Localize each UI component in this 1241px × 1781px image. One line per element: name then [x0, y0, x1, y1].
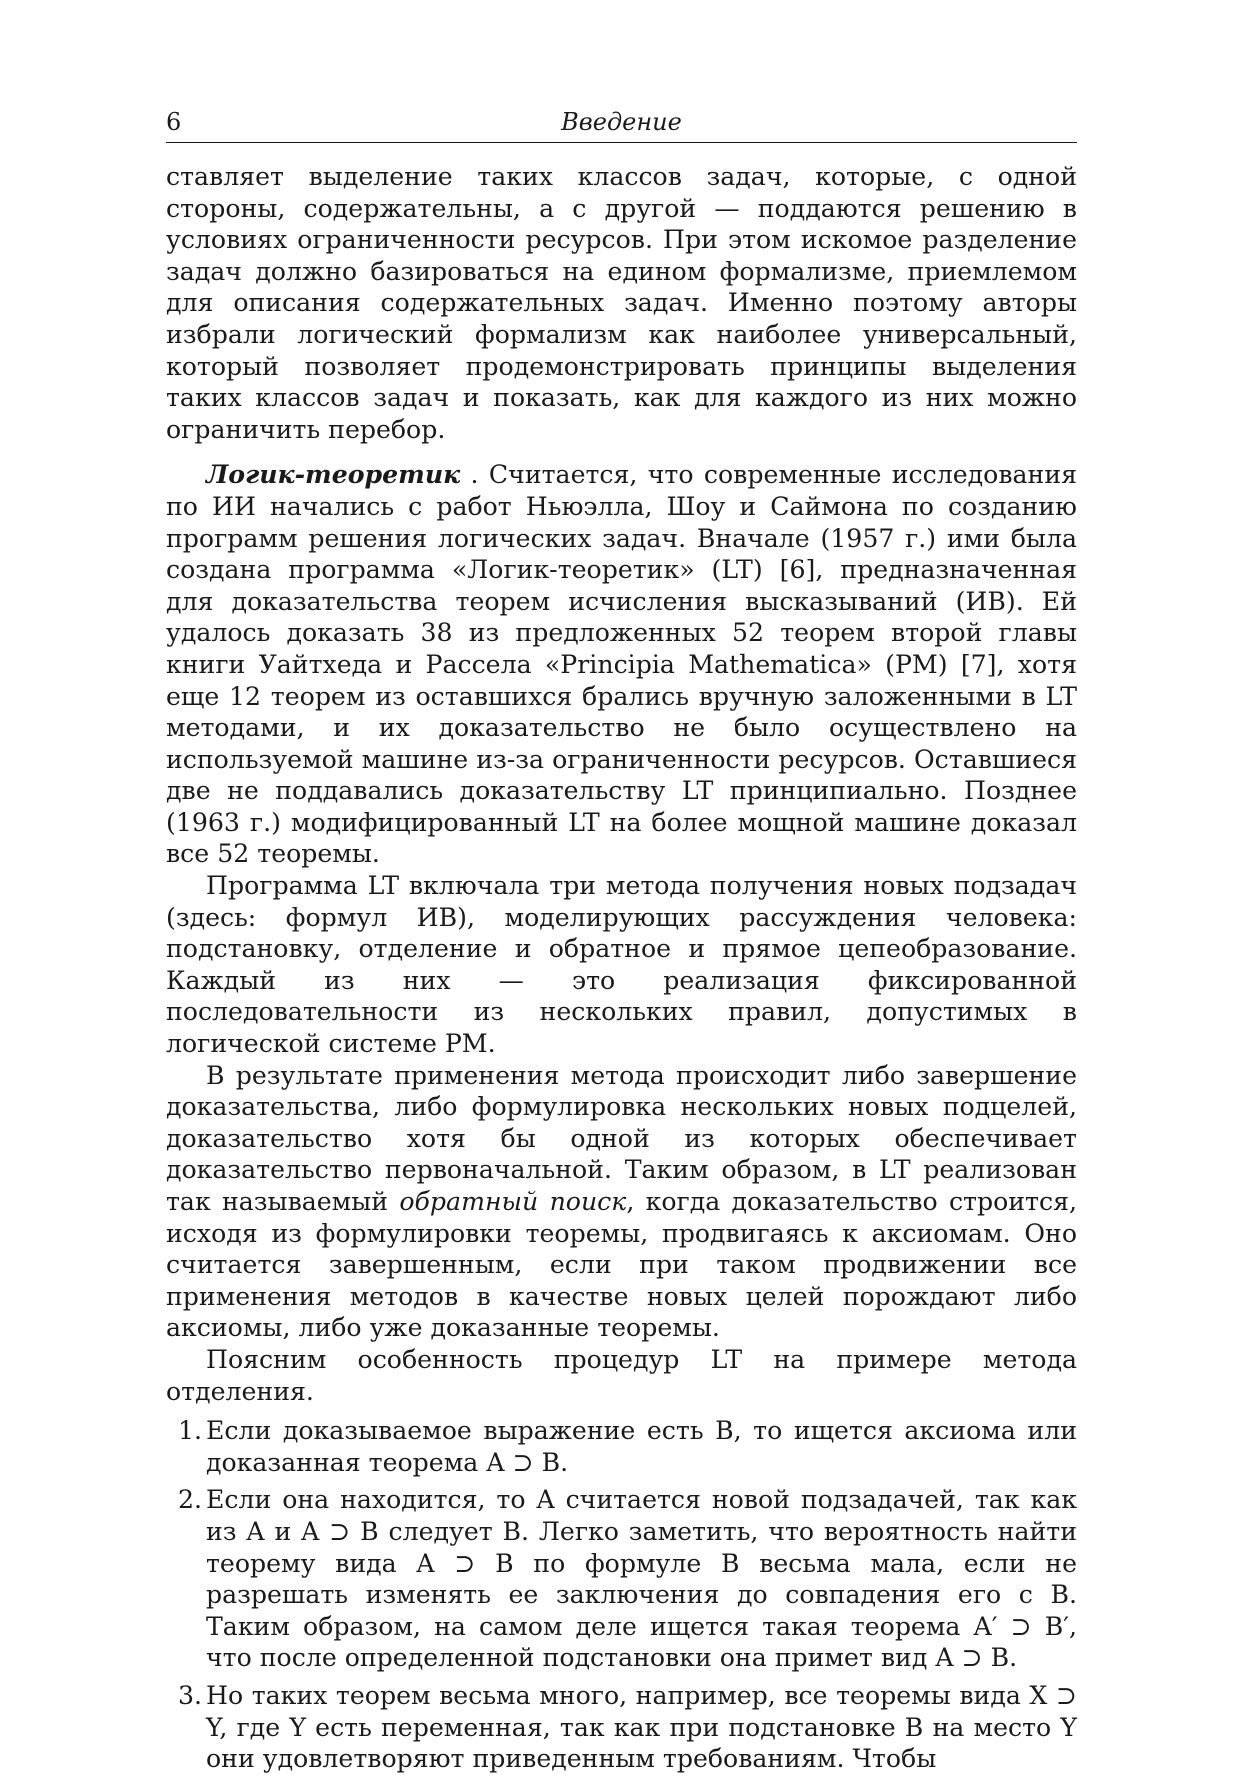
numbered-list [166, 1415, 1077, 1775]
emphasis-term: обратный поиск [399, 1187, 627, 1216]
paragraph-intro-list: Поясним особенность процедур LT на примере метода отделения. [166, 1344, 1077, 1406]
list-item-text: Но таких теорем весьма много, например, все теоремы вида X ⊃ Y, где Y есть переменная, так как при подстановке B на место Y они удовлетворяют приведенным требованиям. Чтобы [206, 1680, 1077, 1774]
page-number: 6 [166, 108, 182, 136]
paragraph-continuation: ставляет выделение таких классов задач, которые, с одной стороны, содержательны, а с другой — поддаются решению в условиях ограниченности ресурсов. При этом искомое разделение задач должно базироваться на едином формализме, приемлемом для описания содержательных задач. Именно поэтому авторы избрали логический формализм как наиболее универсальный, который позволяет продемонстрировать принципы выделения таких классов задач и показать, как для каждого из них можно ограничить перебор. [166, 162, 1077, 444]
list-item [166, 1484, 1077, 1674]
section-title: Логик-теоретик [206, 459, 461, 490]
paragraph-backward-search [166, 1060, 1077, 1344]
list-item [166, 1680, 1077, 1775]
list-number: 2. [178, 1485, 203, 1515]
paragraph-methods: Программа LT включала три метода получения новых подзадач (здесь: формул ИВ), моделирующих рассуждения человека: подстановку, отделение и обратное и прямое цепеобразование. Каждый из них — это реализация фиксированной последовательности из нескольких правил, допустимых в логической системе PM. [166, 871, 1077, 1059]
document-body [166, 161, 1077, 1775]
list-number: 3. [178, 1680, 203, 1710]
list-item [166, 1415, 1077, 1478]
paragraph-text: В результате применения метода происходит либо завершение доказательства, либо формулировка нескольких новых подцелей, доказательство хотя бы одной из которых обеспечивает доказательство первоначальной. Таким образом, в LT реализован так называемый [166, 1060, 1077, 1216]
paragraph-text: . Считается, что современные исследования по ИИ начались с работ Ньюэлла, Шоу и Саймона по созданию программ решения логических задач. Вначале (1957 г.) ими была создана программа «Логик-теоретик» (LT) [6], предназначенная для доказательства теорем исчисления высказываний (ИВ). Ей удалось доказать 38 из предложенных 52 теорем второй главы книги Уайтхеда и Рассела «Principia Mathematica» (PM) [7], хотя еще 12 теорем из оставшихся брались вручную заложенными в LT методами, и их доказательство не было осуществлено на используемой машине из-за ограниченности ресурсов. Оставшиеся две не поддавались доказательству LT принципиально. Позднее (1963 г.) модифицированный LT на более мощной машине доказал все 52 теоремы. [166, 460, 1077, 869]
paragraph-text: , когда доказательство строится, исходя из формулировки теоремы, продвигаясь к аксиомам. Оно считается завершенным, если при таком продвижении все применения методов в качестве новых целей порождают либо аксиомы, либо уже доказанные теоремы. [166, 1187, 1077, 1343]
list-item-text: Если она находится, то A считается новой подзадачей, так как из A и A ⊃ B следует B. Легко заметить, что вероятность найти теорему вида A ⊃ B по формуле B весьма мала, если не разрешать изменять ее заключения до совпадения его с B. Таким образом, на самом деле ищется такая теорема A′ ⊃ B′, что после определенной подстановки она примет вид A ⊃ B. [206, 1485, 1077, 1673]
list-item-text: Если доказываемое выражение есть B, то ищется аксиома или доказанная теорема A ⊃ B. [206, 1416, 1077, 1477]
paragraph-logic-theorist [166, 459, 1077, 870]
list-number: 1. [178, 1416, 203, 1446]
document-page [166, 100, 1077, 1781]
page-header [166, 100, 1077, 143]
running-head: Введение [561, 108, 682, 136]
